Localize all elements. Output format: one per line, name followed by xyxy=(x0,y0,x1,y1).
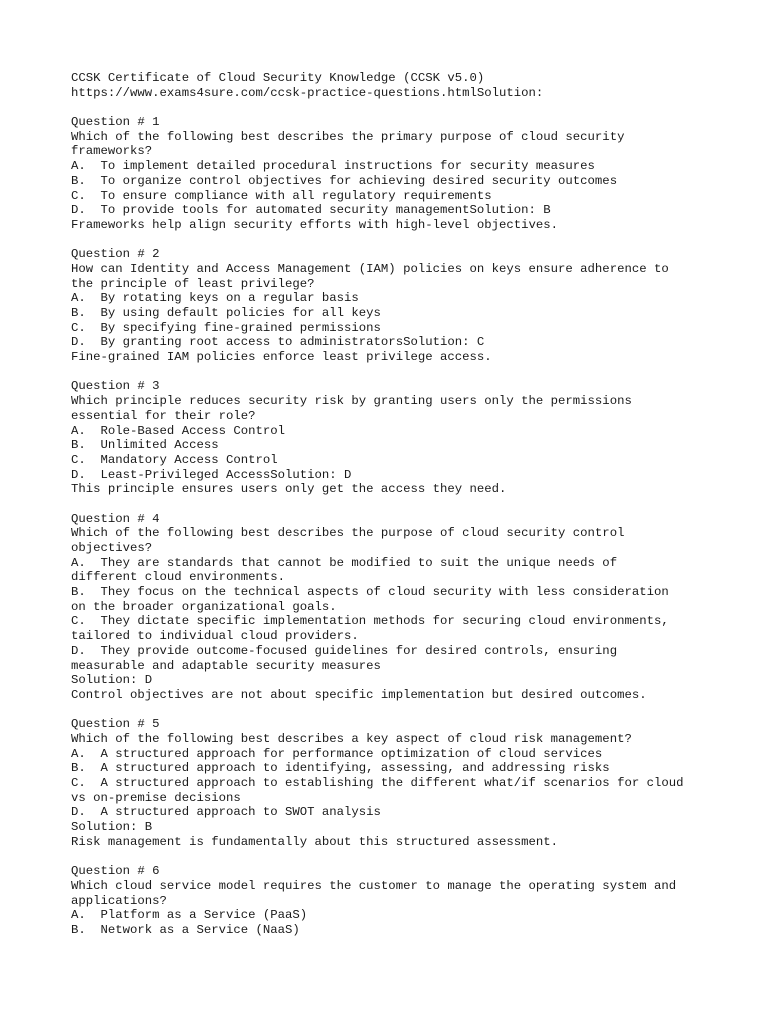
question-text-line: Which of the following best describes the purpose of cloud security control xyxy=(71,526,625,541)
question-text-line: Control objectives are not about specific implementation but desired outcomes. xyxy=(71,687,647,702)
blank-line xyxy=(71,233,711,248)
question-text-line: the principle of least privilege? xyxy=(71,276,315,291)
question-text-line: How can Identity and Access Management (IAM) policies on keys ensure adherence to xyxy=(71,261,669,276)
document-page xyxy=(71,71,711,938)
blank-line xyxy=(71,365,711,380)
question-text-line: different cloud environments. xyxy=(71,570,286,585)
question-text-line: B. To organize control objectives for achieving desired security outcomes xyxy=(71,173,618,188)
question-number: Question # 2 xyxy=(71,247,160,262)
question-text-line: D. A structured approach to SWOT analysis xyxy=(71,805,381,820)
question-text-line: objectives? xyxy=(71,541,153,555)
question-text-line: vs on-premise decisions xyxy=(71,790,241,805)
question-text-line: A. A structured approach for performance optimization of cloud services xyxy=(71,746,603,761)
question-text-line: on the broader organizational goals. xyxy=(71,599,337,614)
document-title: CCSK Certificate of Cloud Security Knowledge (CCSK v5.0) xyxy=(71,71,485,85)
question-text-line: C. Mandatory Access Control xyxy=(71,452,278,467)
question-number: Question # 5 xyxy=(71,717,160,732)
question-text-line: Which cloud service model requires the customer to manage the operating system and xyxy=(71,878,677,893)
question-number: Question # 1 xyxy=(71,115,160,130)
question-text-line: D. Least-Privileged AccessSolution: D xyxy=(71,467,352,482)
question-text-line: A. To implement detailed procedural instructions for security measures xyxy=(71,159,595,174)
question-text-line: Which principle reduces security risk by granting users only the permissions xyxy=(71,394,632,409)
question-text-line: frameworks? xyxy=(71,144,153,159)
question-text-line: Frameworks help align security efforts with high-level objectives. xyxy=(71,217,559,232)
question-text-line: C. By specifying fine-grained permissions xyxy=(71,320,381,335)
question-text-line: C. They dictate specific implementation methods for securing cloud environments, xyxy=(71,614,669,629)
question-number: Question # 4 xyxy=(71,511,160,526)
question-text-line: C. To ensure compliance with all regulatory requirements xyxy=(71,188,492,203)
question-text-line: Which of the following best describes the primary purpose of cloud security xyxy=(71,129,625,144)
question-text-line: Solution: D xyxy=(71,673,153,688)
question-text-line: Fine-grained IAM policies enforce least privilege access. xyxy=(71,350,492,365)
question-text-line: C. A structured approach to establishing the different what/if scenarios for cloud xyxy=(71,776,684,790)
question-text-line: tailored to individual cloud providers. xyxy=(71,629,359,644)
question-text-line: B. A structured approach to identifying, assessing, and addressing risks xyxy=(71,761,610,776)
question-text-line: applications? xyxy=(71,893,167,908)
question-text-line: D. By granting root access to administratorsSolution: C xyxy=(71,335,485,350)
blank-line xyxy=(71,100,711,115)
blank-line xyxy=(71,703,711,718)
question-block xyxy=(71,497,711,703)
question-text-line: D. They provide outcome-focused guidelines for desired controls, ensuring xyxy=(71,643,618,658)
question-block xyxy=(71,100,711,232)
question-text-line: A. By rotating keys on a regular basis xyxy=(71,291,359,306)
question-text-line: measurable and adaptable security measures xyxy=(71,658,381,673)
question-text-line: This principle ensures users only get the access they need. xyxy=(71,482,507,497)
question-text-line: A. Platform as a Service (PaaS) xyxy=(71,908,308,923)
question-list xyxy=(71,100,711,937)
blank-line xyxy=(71,497,711,512)
question-block xyxy=(71,365,711,497)
source-url-line: https://www.exams4sure.com/ccsk-practice-questions.htmlSolution: xyxy=(71,85,544,100)
question-text-line: B. By using default policies for all keys xyxy=(71,306,381,320)
question-text-line: Which of the following best describes a key aspect of cloud risk management? xyxy=(71,731,632,746)
question-text-line: B. They focus on the technical aspects of cloud security with less consideration xyxy=(71,585,669,600)
blank-line xyxy=(71,849,711,864)
question-block xyxy=(71,233,711,365)
question-number: Question # 3 xyxy=(71,379,160,394)
question-block xyxy=(71,849,711,937)
question-number: Question # 6 xyxy=(71,864,160,879)
question-text-line: B. Network as a Service (NaaS) xyxy=(71,922,300,937)
question-text-line: essential for their role? xyxy=(71,408,256,423)
question-block xyxy=(71,703,711,850)
question-text-line: Risk management is fundamentally about this structured assessment. xyxy=(71,834,559,849)
question-text-line: B. Unlimited Access xyxy=(71,438,219,453)
question-text-line: D. To provide tools for automated security managementSolution: B xyxy=(71,203,551,218)
question-text-line: A. They are standards that cannot be modified to suit the unique needs of xyxy=(71,555,618,570)
question-text-line: Solution: B xyxy=(71,820,153,835)
question-text-line: A. Role-Based Access Control xyxy=(71,423,286,438)
